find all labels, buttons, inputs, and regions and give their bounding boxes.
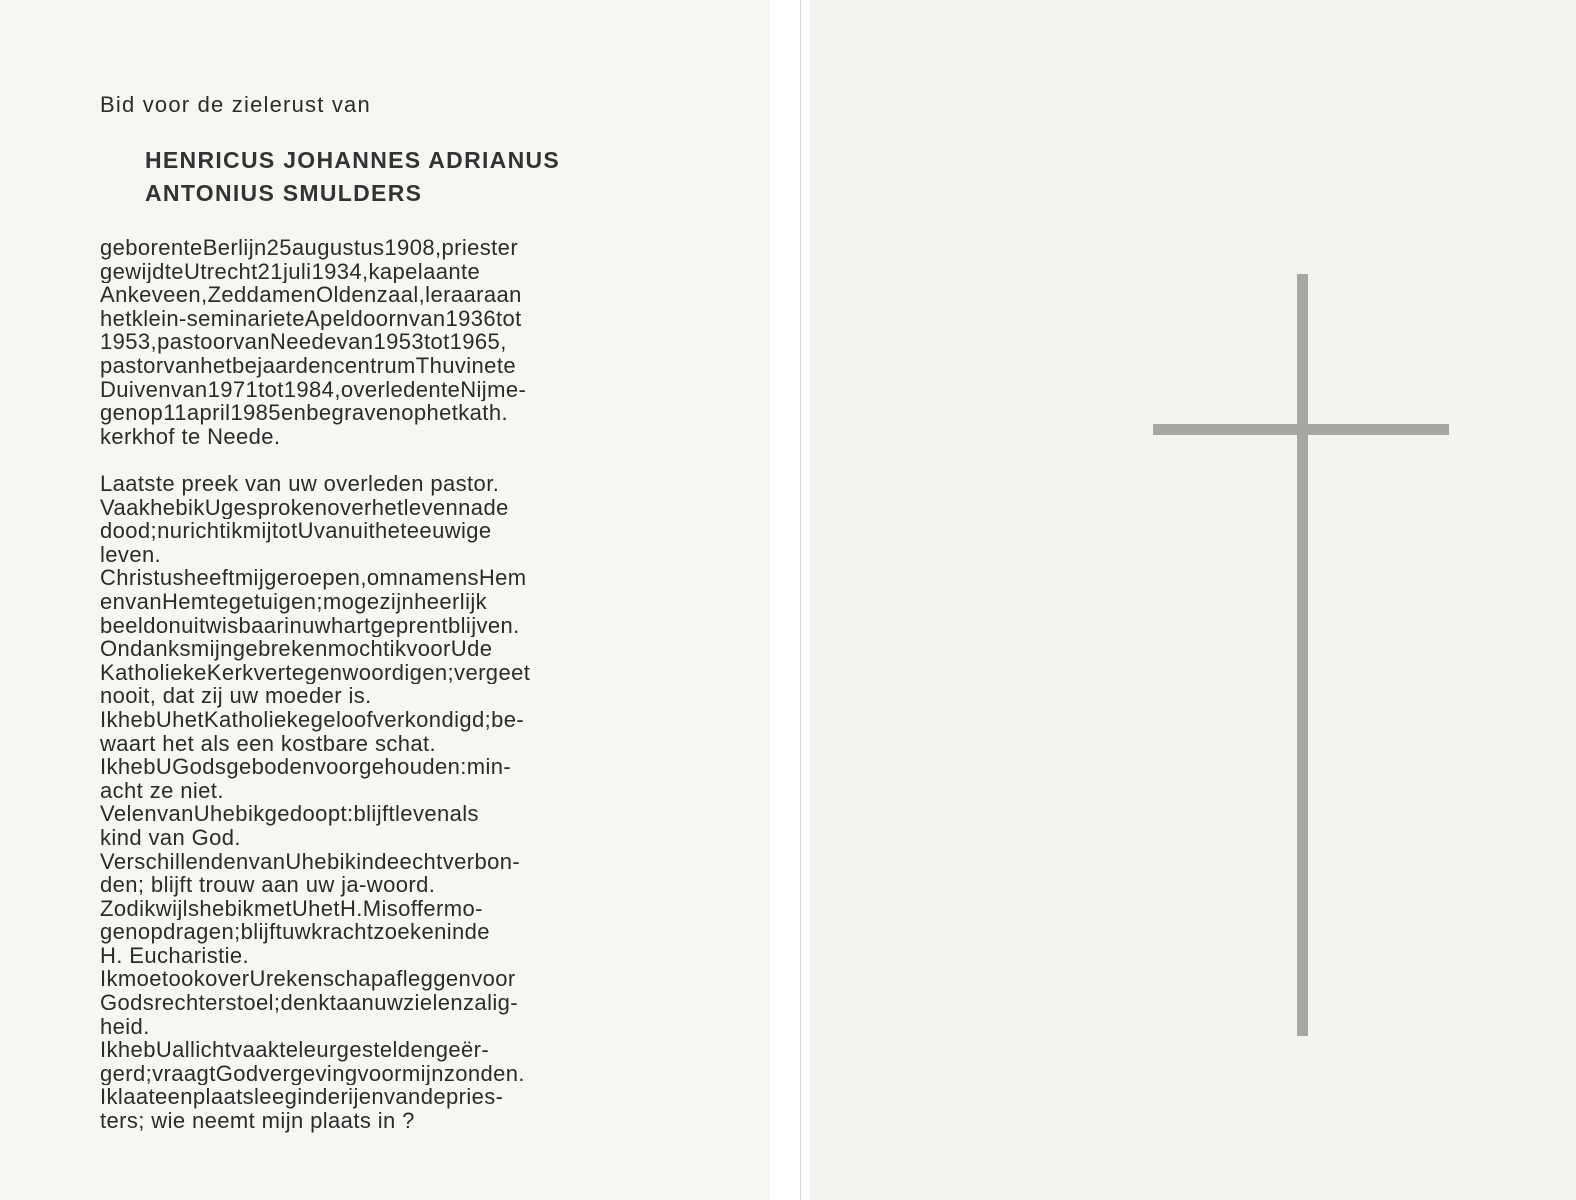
bio-line: Duivenvan1971tot1984,overledenteNijme- bbox=[100, 377, 527, 402]
sermon-line: Iklaateenplaatsleeginderijenvandepries- bbox=[100, 1085, 504, 1110]
sermon-line: den; blijft trouw aan uw ja-woord. bbox=[100, 873, 436, 897]
last-sermon-paragraph bbox=[100, 472, 670, 1133]
latin-cross-icon-bar bbox=[1153, 424, 1449, 435]
sermon-line: KatholiekeKerkvertegenwoordigen;vergeet bbox=[100, 660, 531, 685]
sermon-line: envanHemtegetuigen;mogezijnheerlijk bbox=[100, 589, 488, 614]
sermon-line: IkhebUGodsgebodenvoorgehouden:min- bbox=[100, 755, 512, 779]
sermon-line: IkhebUhetKatholiekegeloofverkondigd;be- bbox=[100, 707, 525, 732]
bio-line: hetklein-seminarieteApeldoornvan1936tot bbox=[100, 306, 522, 331]
sermon-line: Laatste preek van uw overleden pastor. bbox=[100, 472, 500, 496]
sermon-line: heid. bbox=[100, 1014, 150, 1039]
sermon-line: genopdragen;blijftuwkrachtzoekeninde bbox=[100, 920, 490, 944]
sermon-line: VaakhebikUgesprokenoverhetlevennade bbox=[100, 495, 509, 520]
deceased-name-line-2: ANTONIUS SMULDERS bbox=[145, 180, 423, 206]
sermon-line: OndanksmijngebrekenmochtikvoorUde bbox=[100, 637, 493, 661]
sermon-line: VerschillendenvanUhebikindeechtverbon- bbox=[100, 849, 521, 874]
sermon-line: beeldonuitwisbaarinuwhartgeprentblijven. bbox=[100, 613, 520, 638]
sermon-line: Christusheeftmijgeroepen,omnamensHem bbox=[100, 566, 527, 590]
sermon-line: dood;nurichtikmijtotUvanuitheteeuwige bbox=[100, 519, 492, 543]
bio-line: kerkhof te Neede. bbox=[100, 424, 281, 449]
sermon-line: acht ze niet. bbox=[100, 778, 224, 803]
bio-line: gewijdteUtrecht21juli1934,kapelaante bbox=[100, 259, 481, 284]
sermon-line: H. Eucharistie. bbox=[100, 943, 250, 968]
card-fold-gutter bbox=[770, 0, 810, 1200]
sermon-line: ters; wie neemt mijn plaats in ? bbox=[100, 1109, 415, 1133]
card-text-page bbox=[0, 0, 770, 1200]
sermon-line: VelenvanUhebikgedoopt:blijftlevenals bbox=[100, 802, 479, 826]
sermon-line: waart het als een kostbare schat. bbox=[100, 731, 437, 756]
prayer-intro: Bid voor de zielerust van bbox=[100, 92, 371, 117]
sermon-line: kind van God. bbox=[100, 825, 241, 850]
sermon-line: gerd;vraagtGodvergevingvoormijnzonden. bbox=[100, 1061, 525, 1086]
latin-cross-icon bbox=[1297, 274, 1308, 1036]
bio-line: pastorvanhetbejaardencentrumThuvinete bbox=[100, 353, 516, 378]
bio-line: 1953,pastoorvanNeedevan1953tot1965, bbox=[100, 330, 507, 354]
card-cross-page bbox=[810, 0, 1576, 1200]
bio-line: geborenteBerlijn25augustus1908,priester bbox=[100, 236, 519, 260]
biography-paragraph bbox=[100, 236, 670, 448]
sermon-line: ZodikwijlshebikmetUhetH.Misoffermo- bbox=[100, 896, 483, 921]
bio-line: genop11april1985enbegravenophetkath. bbox=[100, 401, 508, 425]
fold-edge bbox=[800, 0, 801, 1200]
deceased-name-line-1: HENRICUS JOHANNES ADRIANUS bbox=[145, 147, 561, 173]
sermon-line: IkhebUallichtvaakteleurgesteldengeër- bbox=[100, 1038, 490, 1062]
sermon-line: leven. bbox=[100, 542, 162, 567]
bio-line: Ankeveen,ZeddamenOldenzaal,leraaraan bbox=[100, 283, 522, 307]
sermon-line: nooit, dat zij uw moeder is. bbox=[100, 684, 372, 708]
sermon-line: IkmoetookoverUrekenschapafleggenvoor bbox=[100, 967, 516, 992]
sermon-line: Godsrechterstoel;denktaanuwzielenzalig- bbox=[100, 991, 519, 1015]
